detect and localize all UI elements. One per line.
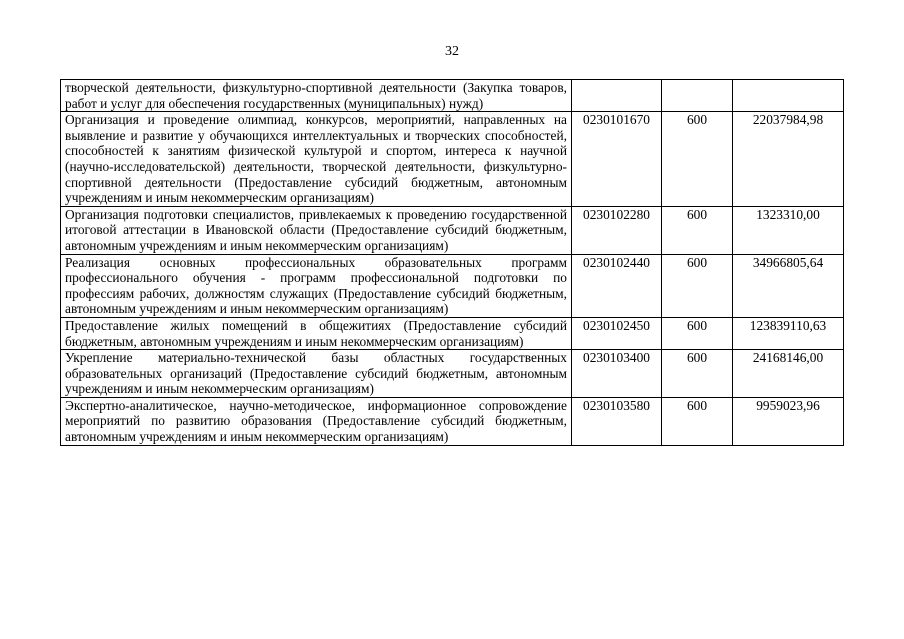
budget-table — [60, 79, 844, 446]
target-article-code: 0230103400 — [572, 350, 662, 398]
table-row — [61, 397, 844, 445]
table-row — [61, 254, 844, 317]
expense-type-code: 600 — [662, 254, 733, 317]
row-description: Реализация основных профессиональных образовательных программ профессионального обучения - программ профессиональной подготовки по профессиям рабочих, должностям служащих (Предоставление субсидий бюджетным, автономным учреждениям и иным некоммерческим организациям) — [61, 254, 572, 317]
target-article-code: 0230102450 — [572, 317, 662, 349]
amount: 24168146,00 — [733, 350, 844, 398]
expense-type-code — [662, 80, 733, 112]
table-row — [61, 112, 844, 207]
row-description: творческой деятельности, физкультурно-спортивной деятельности (Закупка товаров, работ и услуг для обеспечения государственных (муниципальных) нужд) — [61, 80, 572, 112]
target-article-code: 0230101670 — [572, 112, 662, 207]
target-article-code: 0230103580 — [572, 397, 662, 445]
amount: 9959023,96 — [733, 397, 844, 445]
row-description: Укрепление материально-технической базы областных государственных образовательных организаций (Предоставление субсидий бюджетным, автономным учреждениям и иным некоммерческим организациям) — [61, 350, 572, 398]
table-row — [61, 317, 844, 349]
table-row — [61, 350, 844, 398]
expense-type-code: 600 — [662, 317, 733, 349]
expense-type-code: 600 — [662, 397, 733, 445]
expense-type-code: 600 — [662, 112, 733, 207]
row-description: Предоставление жилых помещений в общежитиях (Предоставление субсидий бюджетным, автономным учреждениям и иным некоммерческим организациям) — [61, 317, 572, 349]
target-article-code: 0230102440 — [572, 254, 662, 317]
table-row — [61, 80, 844, 112]
expense-type-code: 600 — [662, 206, 733, 254]
page-number: 32 — [445, 44, 459, 59]
table-row — [61, 206, 844, 254]
amount: 1323310,00 — [733, 206, 844, 254]
amount — [733, 80, 844, 112]
expense-type-code: 600 — [662, 350, 733, 398]
row-description: Организация подготовки специалистов, привлекаемых к проведению государственной итоговой аттестации в Ивановской области (Предоставление субсидий бюджетным, автономным учреждениям и иным некоммерческим организациям) — [61, 206, 572, 254]
row-description: Организация и проведение олимпиад, конкурсов, мероприятий, направленных на выявление и развитие у обучающихся интеллектуальных и творческих способностей, способностей к занятиям физической культурой и спортом, интереса к научной (научно-исследовательской) деятельности, творческой деятельности, физкультурно-спортивной деятельности (Предоставление субсидий бюджетным, автономным учреждениям и иным некоммерческим организациям) — [61, 112, 572, 207]
target-article-code — [572, 80, 662, 112]
amount: 22037984,98 — [733, 112, 844, 207]
amount: 123839110,63 — [733, 317, 844, 349]
amount: 34966805,64 — [733, 254, 844, 317]
target-article-code: 0230102280 — [572, 206, 662, 254]
row-description: Экспертно-аналитическое, научно-методическое, информационное сопровождение мероприятий по развитию образования (Предоставление субсидий бюджетным, автономным учреждениям и иным некоммерческим организациям) — [61, 397, 572, 445]
